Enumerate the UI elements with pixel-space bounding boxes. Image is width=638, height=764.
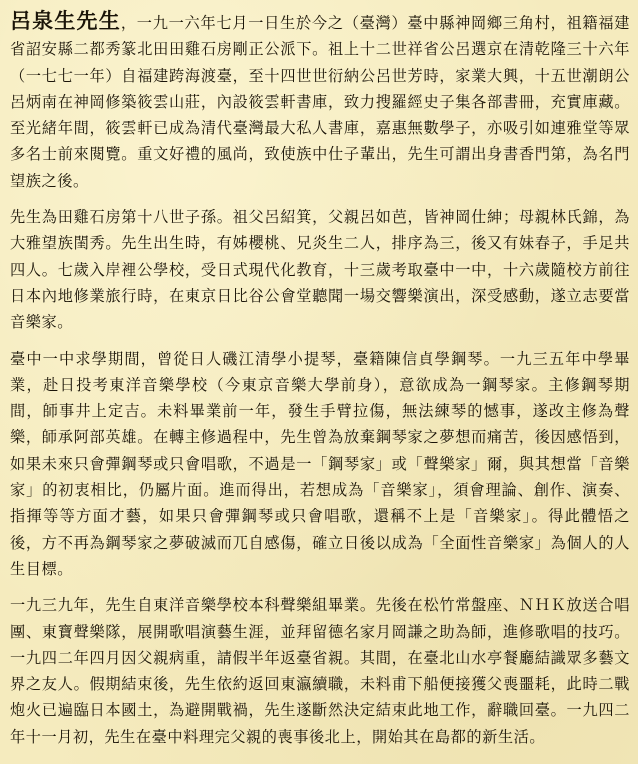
paragraph-1 xyxy=(10,8,630,194)
paragraph-2: 先生為田雞石房第十八世子孫。祖父呂紹箕，父親呂如芭，皆神岡仕紳；母親林氏錦，為大雅望族閨秀。先生出生時，有姊櫻桃、兄炎生二人，排序為三，後又有妹春子，手足共四人。七歲入岸裡公學校，受日式現代化教育，十三歲考取臺中一中，十六歲隨校方前往日本內地修業旅行時，在東京日比谷公會堂聽聞一場交響樂演出，深受感動，遂立志要當音樂家。 xyxy=(10,208,630,332)
subject-name: 呂泉生先生 xyxy=(10,9,121,33)
paragraph-1-text: ，一九一六年七月一日生於今之（臺灣）臺中縣神岡鄉三角村，祖籍福建省詔安縣二都秀篆北田田雞石房剛正公派下。祖上十二世祥省公呂選京在清乾隆三十六年（一七七一年）自福建跨海渡臺，至十四世世衍納公呂世芳時，家業大興，十五世潮朗公呂炳南在神岡修築筱雲山莊，內設筱雲軒書庫，致力搜羅經史子集各部書冊，充實庫藏。至光緒年間，筱雲軒已成為清代臺灣最大私人書庫，嘉惠無數學子，亦吸引如連雅堂等眾多名士前來閱覽。重文好禮的風尚，致使族中仕子輩出，先生可謂出身書香門第，為名門望族之後。 xyxy=(10,14,630,190)
paragraph-3: 臺中一中求學期間，曾從日人磯江清學小提琴，臺籍陳信貞學鋼琴。一九三五年中學畢業，赴日投考東洋音樂學校（今東京音樂大學前身），意欲成為一鋼琴家。主修鋼琴期間，師事井上定吉。未料畢業前一年，發生手臂拉傷，無法練琴的憾事，遂改主修為聲樂，師承阿部英雄。在轉主修過程中，先生曾為放棄鋼琴家之夢想而痛苦，後因感悟到，如果未來只會彈鋼琴或只會唱歌，不過是一「鋼琴家」或「聲樂家」爾，與其想當「音樂家」的初衷相比，仍屬片面。進而得出，若想成為「音樂家」，須會理論、創作、演奏、指揮等等方面才藝，如果只會彈鋼琴或只會唱歌，還稱不上是「音樂家」。得此體悟之後，方不再為鋼琴家之夢破滅而兀自感傷，確立日後以成為「全面性音樂家」為個人的人生目標。 xyxy=(10,349,630,578)
paragraph-4: 一九三九年，先生自東洋音樂學校本科聲樂組畢業。先後在松竹常盤座、ＮＨＫ放送合唱團、東寶聲樂隊，展開歌唱演藝生涯，並拜留德名家月岡謙之助為師，進修歌唱的技巧。一九四二年四月因父親病重，請假半年返臺省親。其間，在臺北山水亭餐廳結識眾多藝文界之友人。假期結束後，先生依約返回東瀛續職，未料甫下船便接獲父喪噩耗，此時二戰炮火已遍臨日本國土，為避開戰禍，先生遂斷然決定結束此地工作，辭職回臺。一九四二年十一月初，先生在臺中料理完父親的喪事後北上，開始其在島都的新生活。 xyxy=(10,596,630,746)
